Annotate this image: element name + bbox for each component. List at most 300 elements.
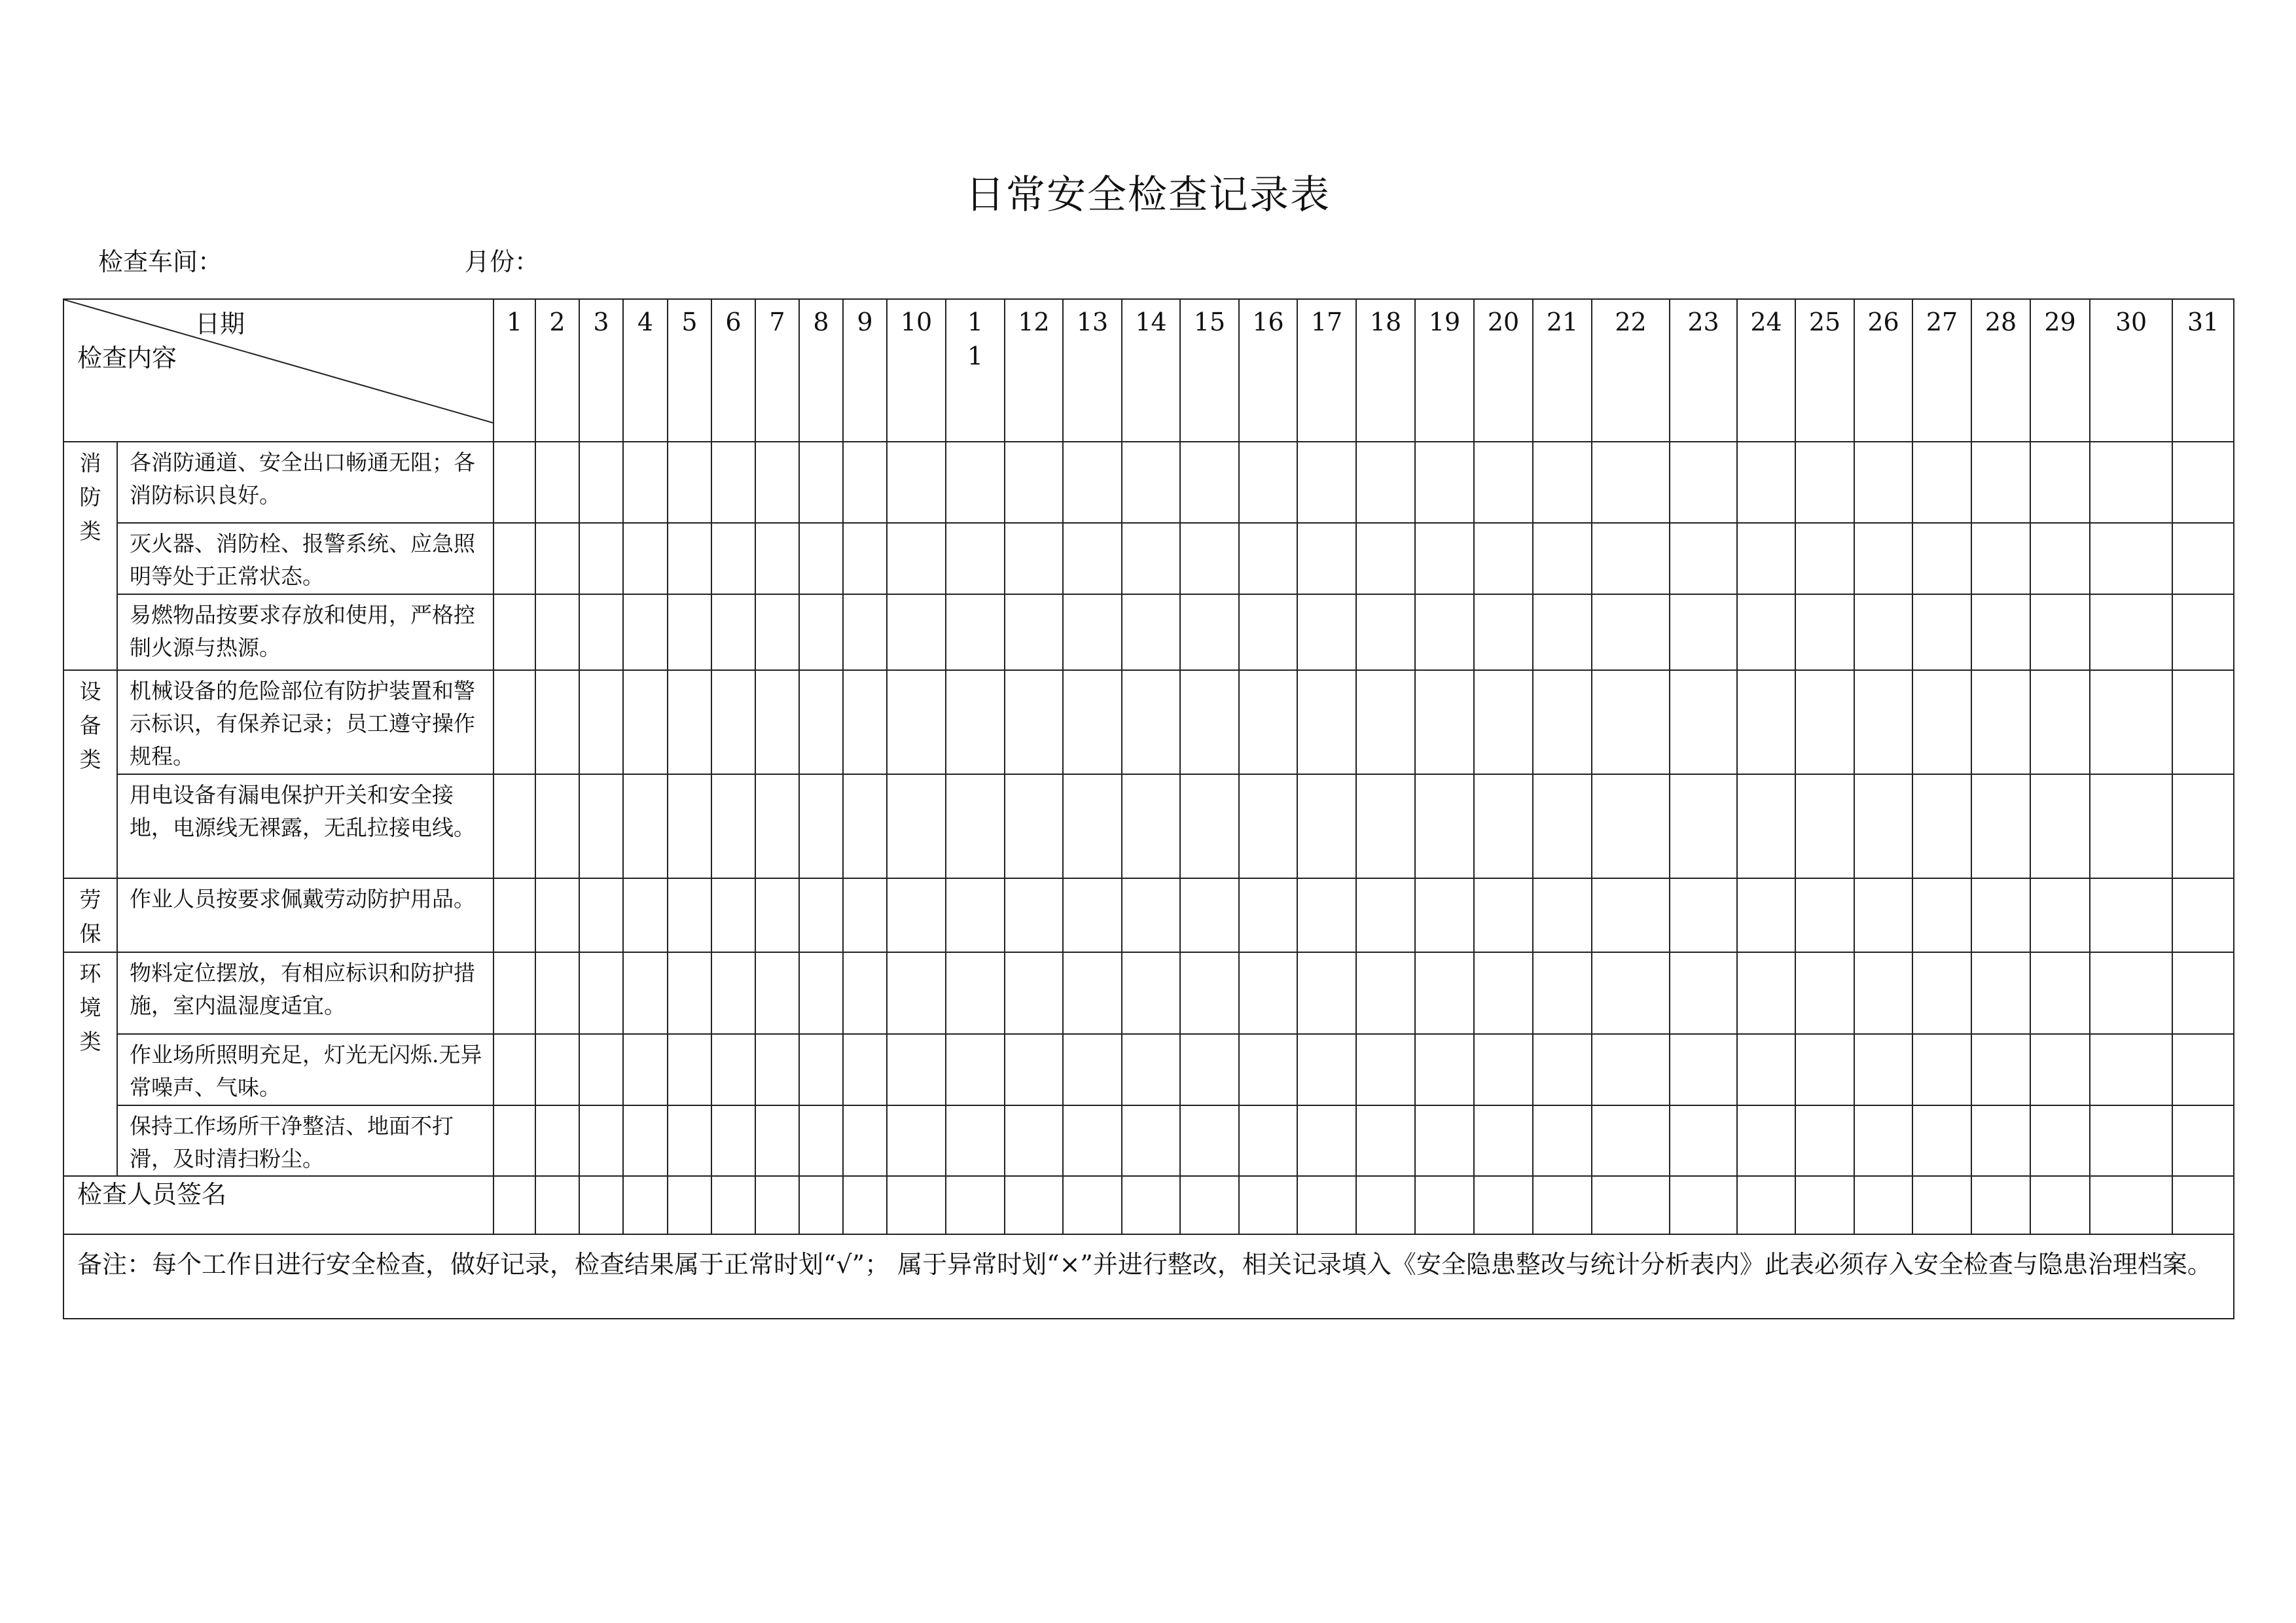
check-cell[interactable] bbox=[946, 594, 1005, 670]
check-cell[interactable] bbox=[1795, 1176, 1854, 1234]
check-cell[interactable] bbox=[1415, 1034, 1474, 1105]
check-cell[interactable] bbox=[1415, 1176, 1474, 1234]
check-cell[interactable] bbox=[623, 1176, 668, 1234]
check-cell[interactable] bbox=[755, 774, 799, 878]
check-cell[interactable] bbox=[1180, 1105, 1239, 1177]
check-cell[interactable] bbox=[946, 1034, 1005, 1105]
check-cell[interactable] bbox=[1533, 1034, 1592, 1105]
check-cell[interactable] bbox=[1737, 594, 1795, 670]
check-cell[interactable] bbox=[946, 952, 1005, 1034]
check-cell[interactable] bbox=[887, 878, 946, 952]
check-cell[interactable] bbox=[493, 1176, 535, 1234]
check-cell[interactable] bbox=[843, 670, 887, 774]
check-cell[interactable] bbox=[1854, 594, 1912, 670]
check-cell[interactable] bbox=[1971, 523, 2030, 594]
check-cell[interactable] bbox=[1971, 594, 2030, 670]
check-cell[interactable] bbox=[887, 1105, 946, 1177]
check-cell[interactable] bbox=[1122, 1105, 1180, 1177]
check-cell[interactable] bbox=[1737, 1105, 1795, 1177]
check-cell[interactable] bbox=[946, 774, 1005, 878]
check-cell[interactable] bbox=[887, 952, 946, 1034]
check-cell[interactable] bbox=[535, 523, 579, 594]
check-cell[interactable] bbox=[1592, 442, 1670, 524]
check-cell[interactable] bbox=[2090, 1176, 2172, 1234]
check-cell[interactable] bbox=[493, 774, 535, 878]
check-cell[interactable] bbox=[1912, 442, 1971, 524]
check-cell[interactable] bbox=[1297, 1034, 1356, 1105]
check-cell[interactable] bbox=[1474, 952, 1533, 1034]
check-cell[interactable] bbox=[535, 878, 579, 952]
check-cell[interactable] bbox=[668, 878, 711, 952]
check-cell[interactable] bbox=[579, 1176, 623, 1234]
check-cell[interactable] bbox=[535, 774, 579, 878]
check-cell[interactable] bbox=[1795, 1034, 1854, 1105]
check-cell[interactable] bbox=[799, 1034, 843, 1105]
check-cell[interactable] bbox=[1795, 523, 1854, 594]
check-cell[interactable] bbox=[2090, 442, 2172, 524]
check-cell[interactable] bbox=[1971, 442, 2030, 524]
check-cell[interactable] bbox=[668, 952, 711, 1034]
check-cell[interactable] bbox=[535, 1176, 579, 1234]
check-cell[interactable] bbox=[2172, 442, 2234, 524]
check-cell[interactable] bbox=[1854, 523, 1912, 594]
check-cell[interactable] bbox=[887, 442, 946, 524]
check-cell[interactable] bbox=[1474, 523, 1533, 594]
check-cell[interactable] bbox=[1971, 1176, 2030, 1234]
check-cell[interactable] bbox=[1063, 774, 1122, 878]
check-cell[interactable] bbox=[799, 670, 843, 774]
check-cell[interactable] bbox=[1592, 1034, 1670, 1105]
check-cell[interactable] bbox=[799, 952, 843, 1034]
check-cell[interactable] bbox=[1415, 594, 1474, 670]
check-cell[interactable] bbox=[1122, 774, 1180, 878]
check-cell[interactable] bbox=[1670, 878, 1737, 952]
check-cell[interactable] bbox=[1854, 878, 1912, 952]
check-cell[interactable] bbox=[799, 594, 843, 670]
check-cell[interactable] bbox=[579, 594, 623, 670]
check-cell[interactable] bbox=[1795, 1105, 1854, 1177]
check-cell[interactable] bbox=[1297, 952, 1356, 1034]
check-cell[interactable] bbox=[1474, 1034, 1533, 1105]
check-cell[interactable] bbox=[1737, 1034, 1795, 1105]
check-cell[interactable] bbox=[535, 1034, 579, 1105]
check-cell[interactable] bbox=[1854, 670, 1912, 774]
check-cell[interactable] bbox=[755, 1034, 799, 1105]
check-cell[interactable] bbox=[1297, 594, 1356, 670]
check-cell[interactable] bbox=[1356, 1034, 1415, 1105]
check-cell[interactable] bbox=[535, 670, 579, 774]
check-cell[interactable] bbox=[1356, 523, 1415, 594]
check-cell[interactable] bbox=[887, 523, 946, 594]
check-cell[interactable] bbox=[668, 1105, 711, 1177]
check-cell[interactable] bbox=[668, 442, 711, 524]
check-cell[interactable] bbox=[1670, 670, 1737, 774]
check-cell[interactable] bbox=[1005, 442, 1063, 524]
check-cell[interactable] bbox=[1063, 594, 1122, 670]
check-cell[interactable] bbox=[1737, 1176, 1795, 1234]
check-cell[interactable] bbox=[623, 952, 668, 1034]
check-cell[interactable] bbox=[1297, 442, 1356, 524]
check-cell[interactable] bbox=[711, 952, 755, 1034]
check-cell[interactable] bbox=[1737, 952, 1795, 1034]
check-cell[interactable] bbox=[711, 1105, 755, 1177]
check-cell[interactable] bbox=[1592, 594, 1670, 670]
check-cell[interactable] bbox=[1122, 594, 1180, 670]
check-cell[interactable] bbox=[579, 774, 623, 878]
check-cell[interactable] bbox=[1297, 1176, 1356, 1234]
check-cell[interactable] bbox=[1005, 594, 1063, 670]
check-cell[interactable] bbox=[1971, 878, 2030, 952]
check-cell[interactable] bbox=[1122, 670, 1180, 774]
check-cell[interactable] bbox=[1854, 1176, 1912, 1234]
check-cell[interactable] bbox=[843, 878, 887, 952]
check-cell[interactable] bbox=[1670, 594, 1737, 670]
check-cell[interactable] bbox=[1533, 442, 1592, 524]
check-cell[interactable] bbox=[1670, 1105, 1737, 1177]
check-cell[interactable] bbox=[493, 1034, 535, 1105]
check-cell[interactable] bbox=[579, 523, 623, 594]
check-cell[interactable] bbox=[1005, 878, 1063, 952]
check-cell[interactable] bbox=[1533, 878, 1592, 952]
check-cell[interactable] bbox=[1592, 1176, 1670, 1234]
check-cell[interactable] bbox=[1912, 878, 1971, 952]
check-cell[interactable] bbox=[623, 594, 668, 670]
check-cell[interactable] bbox=[711, 774, 755, 878]
check-cell[interactable] bbox=[1415, 670, 1474, 774]
check-cell[interactable] bbox=[755, 878, 799, 952]
check-cell[interactable] bbox=[1297, 774, 1356, 878]
check-cell[interactable] bbox=[1474, 1105, 1533, 1177]
check-cell[interactable] bbox=[1180, 670, 1239, 774]
check-cell[interactable] bbox=[946, 523, 1005, 594]
check-cell[interactable] bbox=[1912, 952, 1971, 1034]
check-cell[interactable] bbox=[1239, 878, 1297, 952]
check-cell[interactable] bbox=[1533, 1105, 1592, 1177]
check-cell[interactable] bbox=[493, 523, 535, 594]
check-cell[interactable] bbox=[493, 878, 535, 952]
check-cell[interactable] bbox=[1670, 952, 1737, 1034]
check-cell[interactable] bbox=[1063, 878, 1122, 952]
check-cell[interactable] bbox=[2030, 774, 2090, 878]
check-cell[interactable] bbox=[1122, 1034, 1180, 1105]
check-cell[interactable] bbox=[1239, 774, 1297, 878]
check-cell[interactable] bbox=[1063, 1034, 1122, 1105]
check-cell[interactable] bbox=[1474, 1176, 1533, 1234]
check-cell[interactable] bbox=[1670, 1176, 1737, 1234]
check-cell[interactable] bbox=[946, 442, 1005, 524]
check-cell[interactable] bbox=[1592, 878, 1670, 952]
check-cell[interactable] bbox=[946, 878, 1005, 952]
check-cell[interactable] bbox=[1912, 1034, 1971, 1105]
check-cell[interactable] bbox=[1474, 670, 1533, 774]
check-cell[interactable] bbox=[1474, 442, 1533, 524]
check-cell[interactable] bbox=[1005, 1176, 1063, 1234]
check-cell[interactable] bbox=[2172, 1105, 2234, 1177]
check-cell[interactable] bbox=[2172, 774, 2234, 878]
check-cell[interactable] bbox=[493, 952, 535, 1034]
check-cell[interactable] bbox=[799, 1176, 843, 1234]
check-cell[interactable] bbox=[946, 670, 1005, 774]
check-cell[interactable] bbox=[711, 670, 755, 774]
check-cell[interactable] bbox=[623, 442, 668, 524]
check-cell[interactable] bbox=[535, 594, 579, 670]
check-cell[interactable] bbox=[579, 1034, 623, 1105]
check-cell[interactable] bbox=[755, 523, 799, 594]
check-cell[interactable] bbox=[843, 774, 887, 878]
check-cell[interactable] bbox=[1737, 878, 1795, 952]
check-cell[interactable] bbox=[2172, 1176, 2234, 1234]
check-cell[interactable] bbox=[755, 670, 799, 774]
check-cell[interactable] bbox=[711, 878, 755, 952]
check-cell[interactable] bbox=[623, 878, 668, 952]
check-cell[interactable] bbox=[2030, 594, 2090, 670]
check-cell[interactable] bbox=[799, 774, 843, 878]
check-cell[interactable] bbox=[1912, 774, 1971, 878]
check-cell[interactable] bbox=[535, 442, 579, 524]
check-cell[interactable] bbox=[1297, 878, 1356, 952]
check-cell[interactable] bbox=[799, 442, 843, 524]
check-cell[interactable] bbox=[493, 670, 535, 774]
check-cell[interactable] bbox=[1356, 1105, 1415, 1177]
check-cell[interactable] bbox=[493, 442, 535, 524]
check-cell[interactable] bbox=[1180, 878, 1239, 952]
check-cell[interactable] bbox=[1737, 774, 1795, 878]
check-cell[interactable] bbox=[1180, 1176, 1239, 1234]
check-cell[interactable] bbox=[1122, 878, 1180, 952]
check-cell[interactable] bbox=[2090, 1034, 2172, 1105]
check-cell[interactable] bbox=[1356, 774, 1415, 878]
check-cell[interactable] bbox=[1239, 442, 1297, 524]
check-cell[interactable] bbox=[755, 952, 799, 1034]
check-cell[interactable] bbox=[668, 670, 711, 774]
check-cell[interactable] bbox=[1971, 670, 2030, 774]
check-cell[interactable] bbox=[1063, 952, 1122, 1034]
check-cell[interactable] bbox=[1854, 774, 1912, 878]
check-cell[interactable] bbox=[1297, 670, 1356, 774]
check-cell[interactable] bbox=[755, 442, 799, 524]
check-cell[interactable] bbox=[1297, 1105, 1356, 1177]
check-cell[interactable] bbox=[946, 1176, 1005, 1234]
check-cell[interactable] bbox=[1239, 1034, 1297, 1105]
check-cell[interactable] bbox=[1795, 594, 1854, 670]
check-cell[interactable] bbox=[493, 594, 535, 670]
check-cell[interactable] bbox=[2030, 442, 2090, 524]
check-cell[interactable] bbox=[843, 952, 887, 1034]
check-cell[interactable] bbox=[1592, 952, 1670, 1034]
check-cell[interactable] bbox=[1063, 670, 1122, 774]
check-cell[interactable] bbox=[1592, 523, 1670, 594]
check-cell[interactable] bbox=[1670, 442, 1737, 524]
check-cell[interactable] bbox=[579, 952, 623, 1034]
check-cell[interactable] bbox=[711, 442, 755, 524]
check-cell[interactable] bbox=[1239, 523, 1297, 594]
check-cell[interactable] bbox=[623, 1105, 668, 1177]
check-cell[interactable] bbox=[2172, 523, 2234, 594]
check-cell[interactable] bbox=[887, 670, 946, 774]
check-cell[interactable] bbox=[1795, 952, 1854, 1034]
check-cell[interactable] bbox=[2030, 523, 2090, 594]
check-cell[interactable] bbox=[579, 1105, 623, 1177]
check-cell[interactable] bbox=[1737, 442, 1795, 524]
check-cell[interactable] bbox=[2090, 878, 2172, 952]
check-cell[interactable] bbox=[623, 1034, 668, 1105]
check-cell[interactable] bbox=[2172, 1034, 2234, 1105]
check-cell[interactable] bbox=[1180, 1034, 1239, 1105]
check-cell[interactable] bbox=[1415, 1105, 1474, 1177]
check-cell[interactable] bbox=[2030, 878, 2090, 952]
check-cell[interactable] bbox=[623, 774, 668, 878]
check-cell[interactable] bbox=[1971, 1105, 2030, 1177]
check-cell[interactable] bbox=[1180, 442, 1239, 524]
check-cell[interactable] bbox=[623, 670, 668, 774]
check-cell[interactable] bbox=[1912, 1105, 1971, 1177]
check-cell[interactable] bbox=[843, 442, 887, 524]
check-cell[interactable] bbox=[1737, 523, 1795, 594]
check-cell[interactable] bbox=[1239, 594, 1297, 670]
check-cell[interactable] bbox=[1005, 523, 1063, 594]
check-cell[interactable] bbox=[2172, 878, 2234, 952]
check-cell[interactable] bbox=[1854, 442, 1912, 524]
check-cell[interactable] bbox=[1122, 1176, 1180, 1234]
check-cell[interactable] bbox=[1533, 670, 1592, 774]
check-cell[interactable] bbox=[668, 1176, 711, 1234]
check-cell[interactable] bbox=[711, 1034, 755, 1105]
check-cell[interactable] bbox=[1592, 774, 1670, 878]
check-cell[interactable] bbox=[579, 878, 623, 952]
check-cell[interactable] bbox=[843, 594, 887, 670]
check-cell[interactable] bbox=[1122, 952, 1180, 1034]
check-cell[interactable] bbox=[1971, 952, 2030, 1034]
check-cell[interactable] bbox=[887, 1176, 946, 1234]
check-cell[interactable] bbox=[1670, 523, 1737, 594]
check-cell[interactable] bbox=[946, 1105, 1005, 1177]
check-cell[interactable] bbox=[887, 774, 946, 878]
check-cell[interactable] bbox=[1533, 594, 1592, 670]
check-cell[interactable] bbox=[1912, 1176, 1971, 1234]
check-cell[interactable] bbox=[2090, 774, 2172, 878]
check-cell[interactable] bbox=[1474, 878, 1533, 952]
check-cell[interactable] bbox=[2030, 670, 2090, 774]
check-cell[interactable] bbox=[1533, 774, 1592, 878]
check-cell[interactable] bbox=[1005, 774, 1063, 878]
check-cell[interactable] bbox=[535, 952, 579, 1034]
check-cell[interactable] bbox=[2030, 952, 2090, 1034]
check-cell[interactable] bbox=[1912, 670, 1971, 774]
check-cell[interactable] bbox=[1180, 952, 1239, 1034]
check-cell[interactable] bbox=[1533, 952, 1592, 1034]
check-cell[interactable] bbox=[1971, 774, 2030, 878]
check-cell[interactable] bbox=[1239, 952, 1297, 1034]
check-cell[interactable] bbox=[887, 1034, 946, 1105]
check-cell[interactable] bbox=[1592, 1105, 1670, 1177]
check-cell[interactable] bbox=[711, 523, 755, 594]
check-cell[interactable] bbox=[1239, 1105, 1297, 1177]
check-cell[interactable] bbox=[2090, 670, 2172, 774]
check-cell[interactable] bbox=[799, 523, 843, 594]
check-cell[interactable] bbox=[1180, 523, 1239, 594]
check-cell[interactable] bbox=[493, 1105, 535, 1177]
check-cell[interactable] bbox=[1415, 878, 1474, 952]
check-cell[interactable] bbox=[1356, 594, 1415, 670]
check-cell[interactable] bbox=[2090, 952, 2172, 1034]
check-cell[interactable] bbox=[1239, 670, 1297, 774]
check-cell[interactable] bbox=[1005, 1105, 1063, 1177]
check-cell[interactable] bbox=[1854, 1105, 1912, 1177]
check-cell[interactable] bbox=[2090, 594, 2172, 670]
check-cell[interactable] bbox=[1795, 878, 1854, 952]
check-cell[interactable] bbox=[1005, 670, 1063, 774]
check-cell[interactable] bbox=[579, 442, 623, 524]
check-cell[interactable] bbox=[711, 594, 755, 670]
check-cell[interactable] bbox=[843, 1105, 887, 1177]
check-cell[interactable] bbox=[1474, 774, 1533, 878]
check-cell[interactable] bbox=[2090, 1105, 2172, 1177]
check-cell[interactable] bbox=[2172, 952, 2234, 1034]
check-cell[interactable] bbox=[2172, 594, 2234, 670]
check-cell[interactable] bbox=[1356, 1176, 1415, 1234]
check-cell[interactable] bbox=[1670, 1034, 1737, 1105]
check-cell[interactable] bbox=[1415, 952, 1474, 1034]
check-cell[interactable] bbox=[1063, 442, 1122, 524]
check-cell[interactable] bbox=[1854, 1034, 1912, 1105]
check-cell[interactable] bbox=[711, 1176, 755, 1234]
check-cell[interactable] bbox=[1795, 670, 1854, 774]
check-cell[interactable] bbox=[799, 1105, 843, 1177]
check-cell[interactable] bbox=[843, 523, 887, 594]
check-cell[interactable] bbox=[1356, 670, 1415, 774]
check-cell[interactable] bbox=[1356, 442, 1415, 524]
check-cell[interactable] bbox=[1415, 523, 1474, 594]
check-cell[interactable] bbox=[1912, 523, 1971, 594]
check-cell[interactable] bbox=[1737, 670, 1795, 774]
check-cell[interactable] bbox=[1180, 774, 1239, 878]
check-cell[interactable] bbox=[1122, 523, 1180, 594]
check-cell[interactable] bbox=[755, 1105, 799, 1177]
check-cell[interactable] bbox=[1356, 878, 1415, 952]
check-cell[interactable] bbox=[1971, 1034, 2030, 1105]
check-cell[interactable] bbox=[668, 774, 711, 878]
check-cell[interactable] bbox=[755, 594, 799, 670]
check-cell[interactable] bbox=[535, 1105, 579, 1177]
check-cell[interactable] bbox=[1533, 1176, 1592, 1234]
check-cell[interactable] bbox=[1356, 952, 1415, 1034]
check-cell[interactable] bbox=[1854, 952, 1912, 1034]
check-cell[interactable] bbox=[1670, 774, 1737, 878]
check-cell[interactable] bbox=[1063, 523, 1122, 594]
check-cell[interactable] bbox=[2172, 670, 2234, 774]
check-cell[interactable] bbox=[2030, 1034, 2090, 1105]
check-cell[interactable] bbox=[843, 1034, 887, 1105]
check-cell[interactable] bbox=[668, 1034, 711, 1105]
check-cell[interactable] bbox=[2030, 1105, 2090, 1177]
check-cell[interactable] bbox=[1297, 523, 1356, 594]
check-cell[interactable] bbox=[1122, 442, 1180, 524]
check-cell[interactable] bbox=[623, 523, 668, 594]
check-cell[interactable] bbox=[1795, 442, 1854, 524]
check-cell[interactable] bbox=[1795, 774, 1854, 878]
check-cell[interactable] bbox=[2030, 1176, 2090, 1234]
check-cell[interactable] bbox=[2090, 523, 2172, 594]
check-cell[interactable] bbox=[1912, 594, 1971, 670]
check-cell[interactable] bbox=[843, 1176, 887, 1234]
check-cell[interactable] bbox=[1592, 670, 1670, 774]
check-cell[interactable] bbox=[1063, 1176, 1122, 1234]
check-cell[interactable] bbox=[755, 1176, 799, 1234]
check-cell[interactable] bbox=[668, 523, 711, 594]
check-cell[interactable] bbox=[1239, 1176, 1297, 1234]
check-cell[interactable] bbox=[1415, 774, 1474, 878]
check-cell[interactable] bbox=[579, 670, 623, 774]
